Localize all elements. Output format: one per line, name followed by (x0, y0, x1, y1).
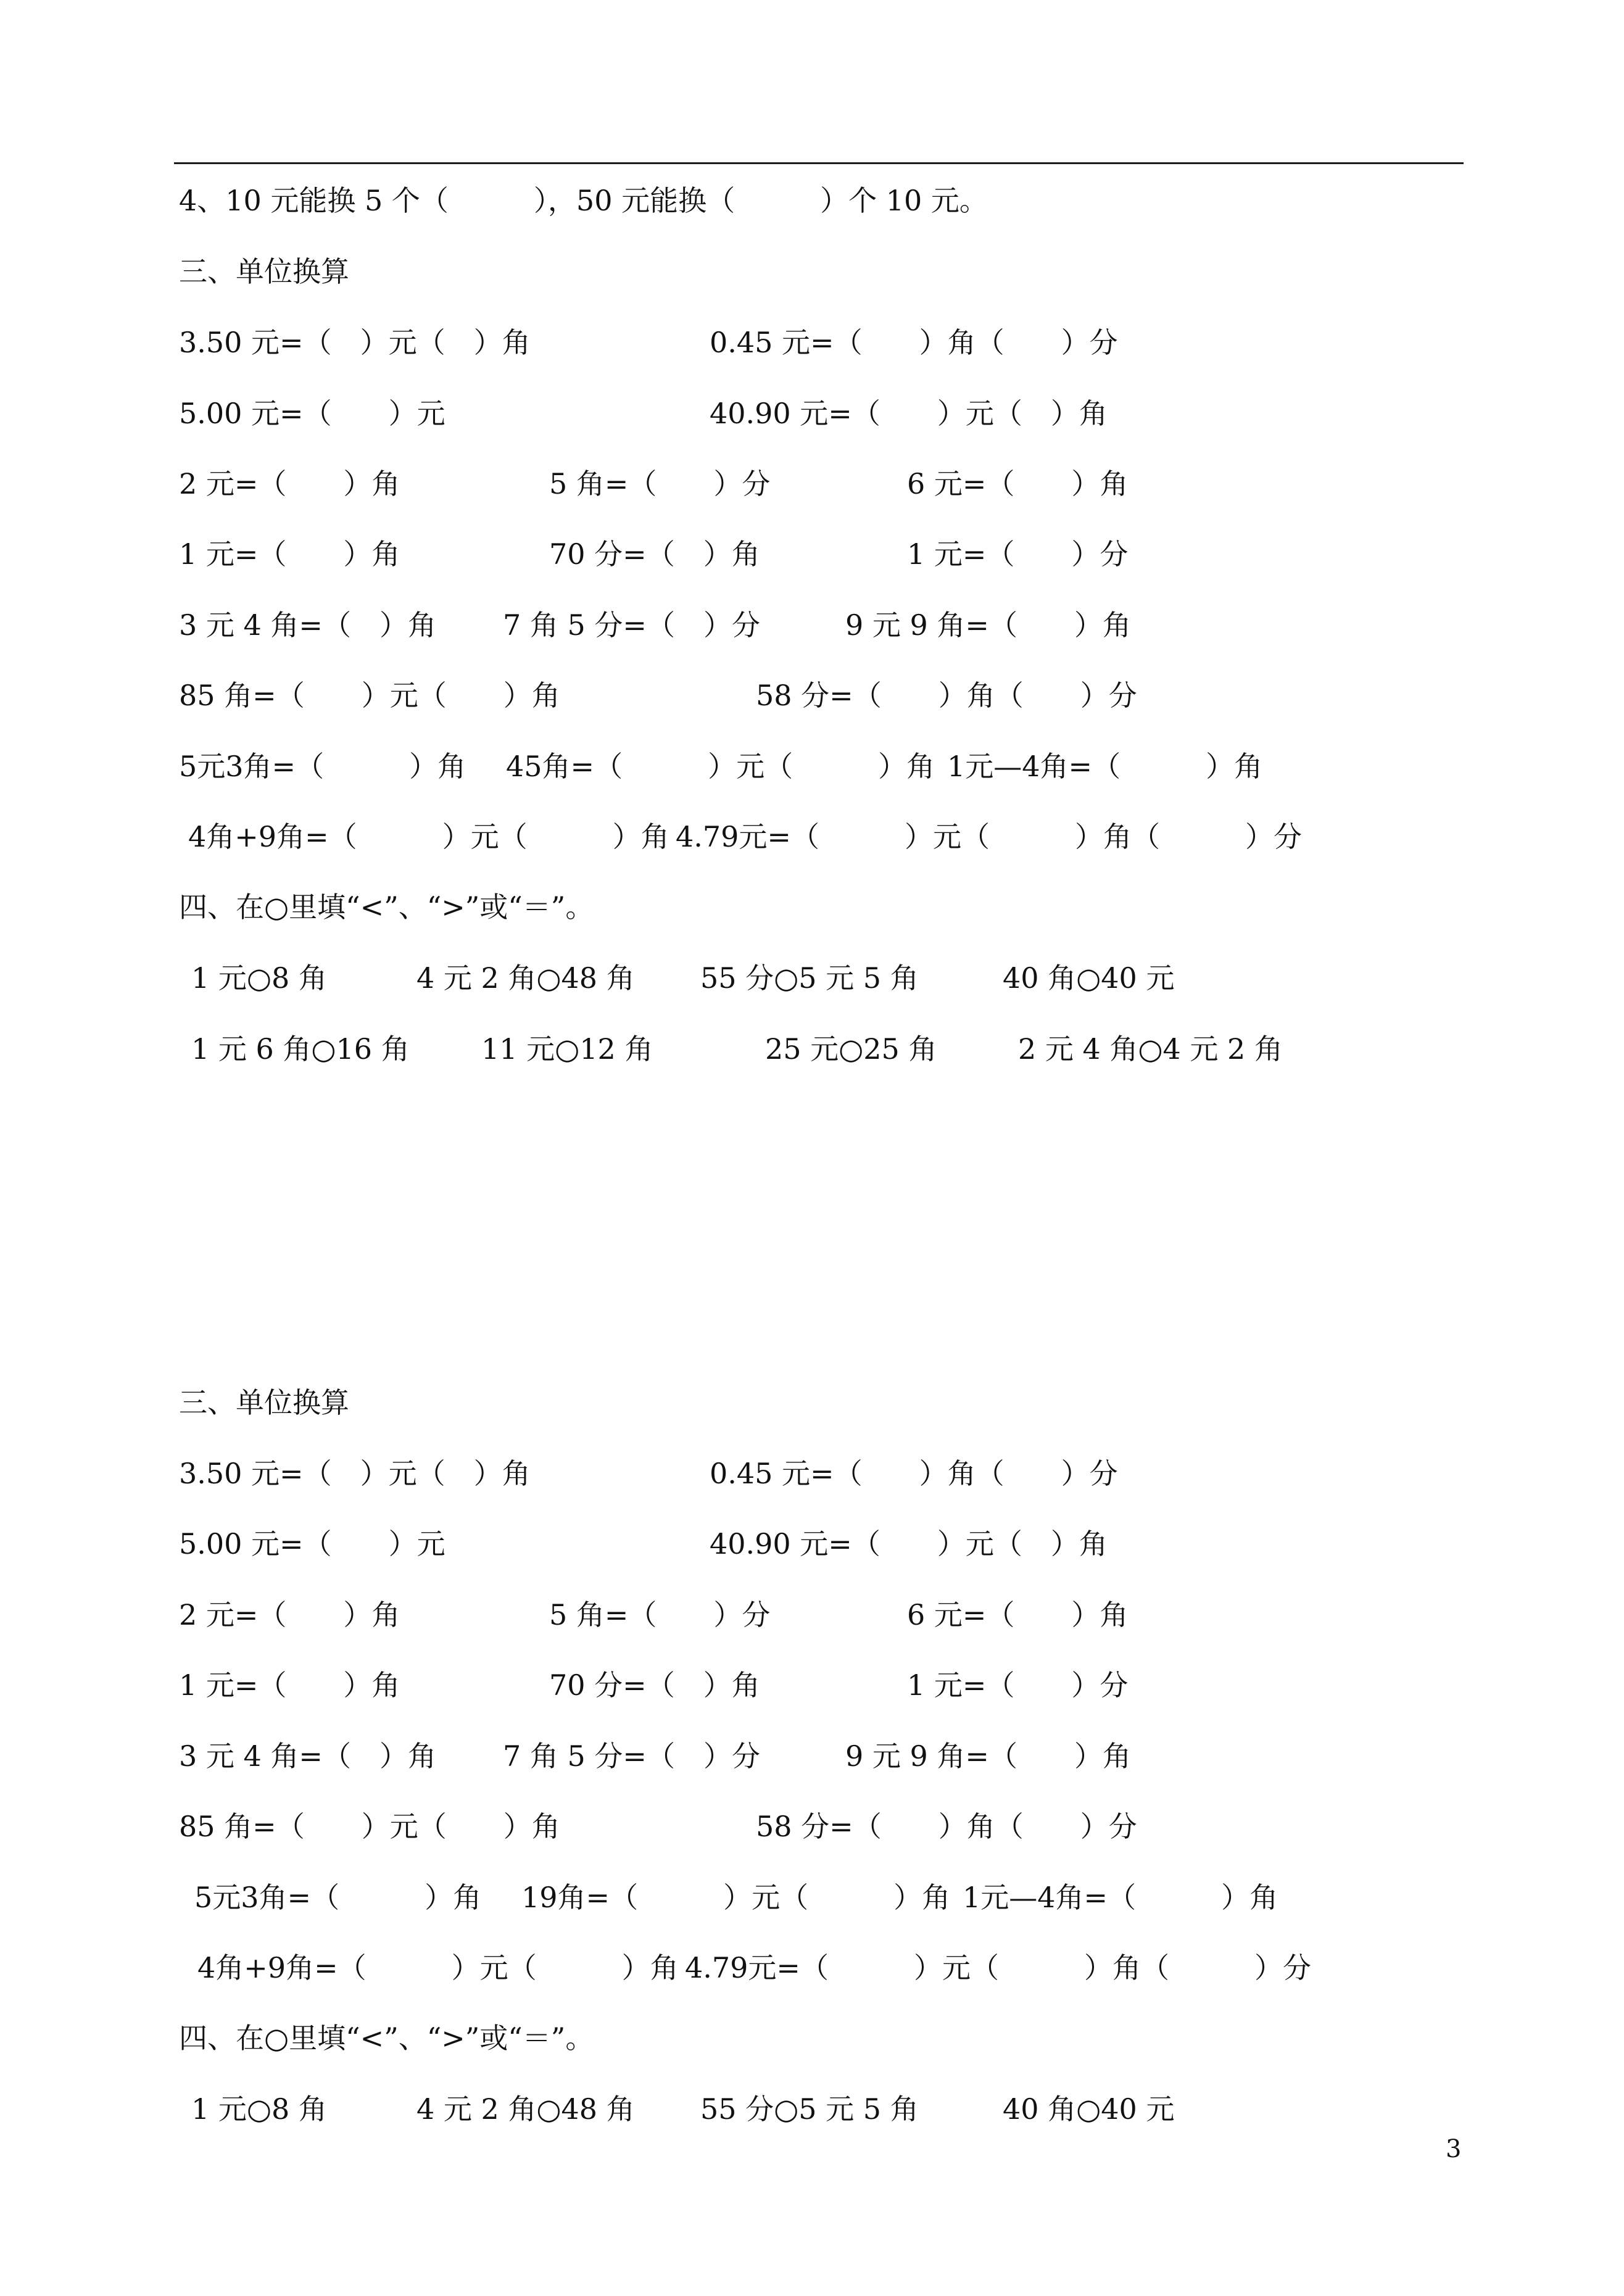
section-3-title: 三、单位换算 (179, 255, 349, 288)
conversion-item: 2 元=（ ）角 (179, 467, 400, 500)
conversion-item: 9 元 9 角=（ ）角 (845, 608, 1131, 642)
conversion-item: 70 分=（ ）角 (549, 537, 760, 571)
conversion-item: 2 元=（ ）角 (179, 1598, 400, 1631)
compare-item: 4 元 2 角○48 角 (416, 961, 635, 995)
page-number: 3 (1446, 2135, 1462, 2163)
question-4: 4、10 元能换 5 个（ ），50 元能换（ ）个 10 元。 (179, 184, 988, 217)
conversion-item: 40.90 元=（ ）元（ ）角 (710, 1527, 1108, 1560)
conversion-item: 4.79元=（ ）元（ ）角（ ）分 (685, 1951, 1311, 1984)
conversion-item: 3 元 4 角=（ ）角 (179, 608, 436, 642)
conversion-item: 7 角 5 分=（ ）分 (503, 608, 760, 642)
conversion-item: 1 元=（ ）角 (179, 1668, 400, 1702)
conversion-item: 3 元 4 角=（ ）角 (179, 1739, 436, 1773)
section-4-title: 四、在○里填“<”、“>”或“＝”。 (179, 890, 594, 924)
compare-item: 1 元○8 角 (191, 2092, 327, 2126)
conversion-item: 1 元=（ ）分 (907, 1668, 1129, 1702)
compare-item: 25 元○25 角 (765, 1032, 937, 1066)
conversion-item: 85 角=（ ）元（ ）角 (179, 679, 560, 712)
conversion-item: 6 元=（ ）角 (907, 1598, 1129, 1631)
conversion-item: 45角=（ ）元（ ）角 (506, 750, 935, 783)
conversion-item: 58 分=（ ）角（ ）分 (756, 1810, 1137, 1843)
conversion-item: 40.90 元=（ ）元（ ）角 (710, 397, 1108, 430)
conversion-item: 0.45 元=（ ）角（ ）分 (710, 326, 1118, 359)
conversion-item: 0.45 元=（ ）角（ ）分 (710, 1457, 1118, 1490)
conversion-item: 5.00 元=（ ）元 (179, 1527, 445, 1560)
conversion-item: 5元3角=（ ）角 (194, 1881, 482, 1914)
conversion-item: 5.00 元=（ ）元 (179, 397, 445, 430)
section-4-title: 四、在○里填“<”、“>”或“＝”。 (179, 2021, 594, 2055)
compare-item: 1 元 6 角○16 角 (191, 1032, 410, 1066)
conversion-item: 85 角=（ ）元（ ）角 (179, 1810, 560, 1843)
compare-item: 1 元○8 角 (191, 961, 327, 995)
conversion-item: 5元3角=（ ）角 (179, 750, 466, 783)
conversion-item: 1 元=（ ）角 (179, 537, 400, 571)
compare-item: 55 分○5 元 5 角 (700, 961, 919, 995)
conversion-item: 6 元=（ ）角 (907, 467, 1129, 500)
conversion-item: 5 角=（ ）分 (549, 467, 771, 500)
conversion-item: 3.50 元=（ ）元（ ）角 (179, 326, 531, 359)
section-3-title: 三、单位换算 (179, 1386, 349, 1419)
compare-item: 11 元○12 角 (481, 1032, 653, 1066)
compare-item: 40 角○40 元 (1003, 2092, 1175, 2126)
conversion-item: 19角=（ ）元（ ）角 (521, 1881, 951, 1914)
conversion-item: 4角+9角=（ ）元（ ）角 (197, 1951, 679, 1984)
header-rule (174, 162, 1464, 164)
conversion-item: 9 元 9 角=（ ）角 (845, 1739, 1131, 1773)
compare-item: 40 角○40 元 (1003, 961, 1175, 995)
compare-item: 4 元 2 角○48 角 (416, 2092, 635, 2126)
conversion-item: 4.79元=（ ）元（ ）角（ ）分 (676, 820, 1302, 853)
conversion-item: 4角+9角=（ ）元（ ）角 (188, 820, 669, 853)
conversion-item: 1 元=（ ）分 (907, 537, 1129, 571)
conversion-item: 3.50 元=（ ）元（ ）角 (179, 1457, 531, 1490)
conversion-item: 7 角 5 分=（ ）分 (503, 1739, 760, 1773)
conversion-item: 1元—4角=（ ）角 (947, 750, 1263, 783)
conversion-item: 70 分=（ ）角 (549, 1668, 760, 1702)
compare-item: 2 元 4 角○4 元 2 角 (1018, 1032, 1283, 1066)
conversion-item: 58 分=（ ）角（ ）分 (756, 679, 1137, 712)
compare-item: 55 分○5 元 5 角 (700, 2092, 919, 2126)
conversion-item: 5 角=（ ）分 (549, 1598, 771, 1631)
conversion-item: 1元—4角=（ ）角 (963, 1881, 1278, 1914)
